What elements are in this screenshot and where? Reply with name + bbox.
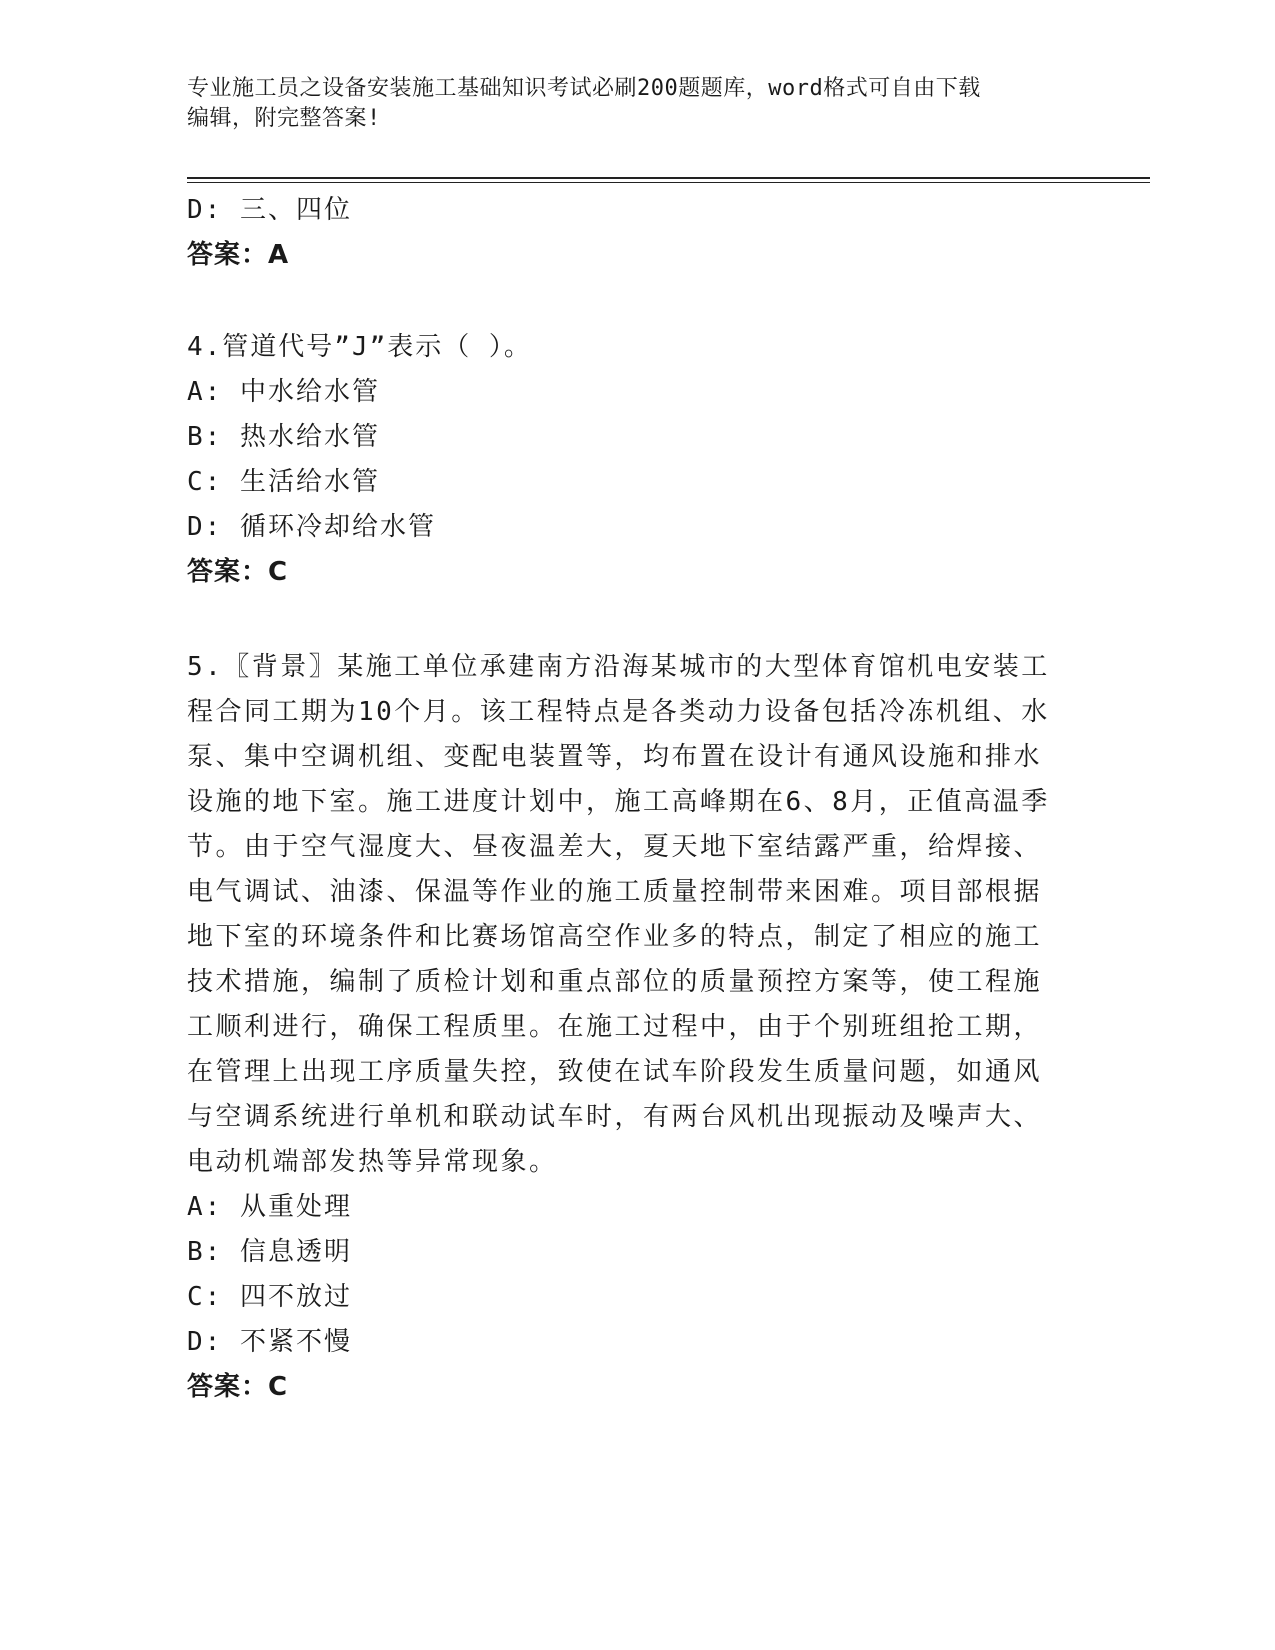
q5-stem-line: 程合同工期为10个月。该工程特点是各类动力设备包括冷冻机组、水 — [187, 697, 1050, 727]
prev-option-d: D: 三、四位 — [187, 195, 352, 225]
header-line-1: 专业施工员之设备安装施工基础知识考试必刷200题题库，word格式可自由下载 — [187, 76, 981, 101]
q5-stem-line: 地下室的环境条件和比赛场馆高空作业多的特点，制定了相应的施工 — [187, 922, 1043, 952]
spacer — [187, 595, 1067, 642]
q5-answer: 答案：C — [187, 1372, 289, 1402]
q5-stem-line: 在管理上出现工序质量失控，致使在试车阶段发生质量问题，如通风 — [187, 1057, 1043, 1087]
q5-stem-line: 电气调试、油漆、保温等作业的施工质量控制带来困难。项目部根据 — [187, 877, 1043, 907]
q5-option-d: D: 不紧不慢 — [187, 1327, 352, 1357]
document-body — [187, 188, 1067, 1410]
document-header — [187, 74, 1067, 134]
q5-stem-line: 设施的地下室。施工进度计划中，施工高峰期在6、8月，正值高温季 — [187, 787, 1050, 817]
q5-stem-line: 技术措施，编制了质检计划和重点部位的质量预控方案等，使工程施 — [187, 967, 1043, 997]
q5-stem-line: 电动机端部发热等异常现象。 — [187, 1147, 558, 1177]
q5-option-c: C: 四不放过 — [187, 1282, 352, 1312]
q5-stem-line: 泵、集中空调机组、变配电装置等，均布置在设计有通风设施和排水 — [187, 742, 1043, 772]
q4-option-c: C: 生活给水管 — [187, 467, 380, 497]
prev-answer: 答案：A — [187, 240, 290, 270]
header-line-2: 编辑，附完整答案! — [187, 106, 381, 131]
q4-answer: 答案：C — [187, 557, 289, 587]
header-rule-thin — [187, 182, 1150, 183]
q5-option-b: B: 信息透明 — [187, 1237, 352, 1267]
q5-stem-line: 节。由于空气湿度大、昼夜温差大，夏天地下室结露严重，给焊接、 — [187, 832, 1043, 862]
q5-stem-line: 工顺利进行，确保工程质里。在施工过程中，由于个别班组抢工期， — [187, 1012, 1043, 1042]
q4-option-d: D: 循环冷却给水管 — [187, 512, 436, 542]
q5-option-a: A: 从重处理 — [187, 1192, 352, 1222]
header-rule-thick — [187, 177, 1150, 179]
q5-stem-line: 5.〖背景〗某施工单位承建南方沿海某城市的大型体育馆机电安装工 — [187, 652, 1050, 682]
q4-option-a: A: 中水给水管 — [187, 377, 380, 407]
q4-stem: 4.管道代号”J”表示（ ）。 — [187, 332, 532, 362]
q5-stem — [187, 645, 1067, 1185]
q4-option-b: B: 热水给水管 — [187, 422, 380, 452]
q5-stem-line: 与空调系统进行单机和联动试车时，有两台风机出现振动及噪声大、 — [187, 1102, 1043, 1132]
spacer — [187, 278, 1067, 325]
